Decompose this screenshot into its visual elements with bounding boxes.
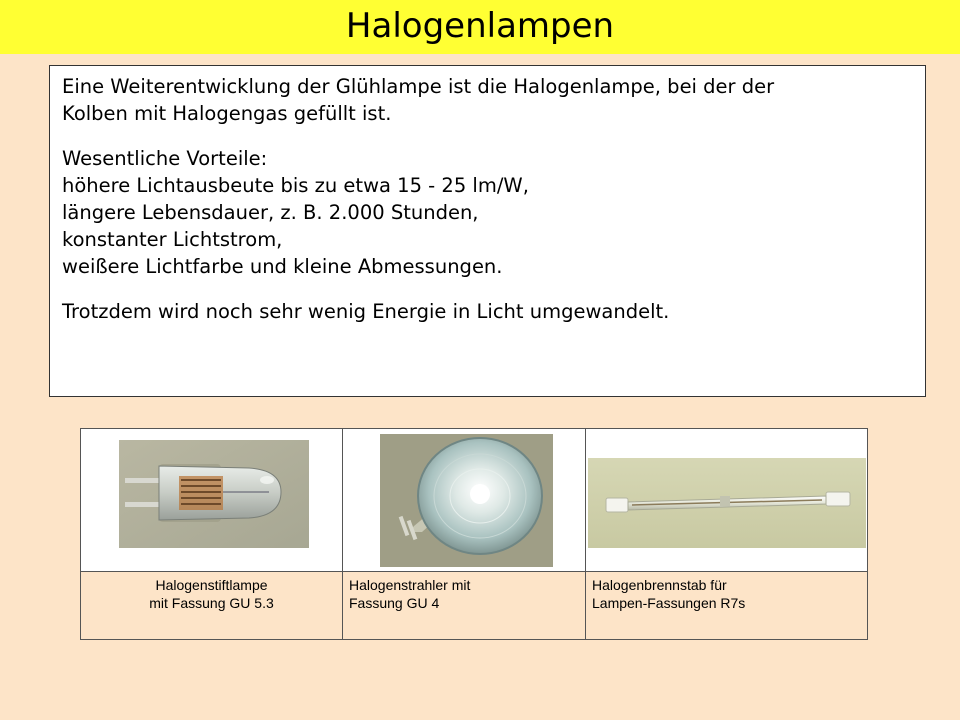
linear-lamp-photo — [588, 458, 866, 548]
page-title: Halogenlampen — [345, 6, 615, 46]
caption-line: mit Fassung GU 5.3 — [149, 595, 274, 611]
advantage-item: längere Lebensdauer, z. B. 2.000 Stunden, — [62, 201, 479, 224]
text-box — [49, 65, 926, 397]
spacer — [62, 280, 925, 298]
advantages-heading: Wesentliche Vorteile: — [62, 147, 268, 170]
photo-cell — [586, 429, 868, 572]
caption-line: Halogenbrennstab für — [592, 577, 727, 593]
caption-line: Lampen-Fassungen R7s — [592, 595, 746, 611]
caption-cell — [81, 572, 343, 640]
caption-line: Halogenstiftlampe — [155, 577, 268, 593]
advantage-item: konstanter Lichtstrom, — [62, 228, 283, 251]
intro-line: Eine Weiterentwicklung der Glühlampe ist die Halogenlampe, bei der der — [62, 75, 775, 98]
pin-lamp-photo — [119, 440, 309, 548]
caption-cell — [343, 572, 586, 640]
conclusion-text: Trotzdem wird noch sehr wenig Energie in Licht umgewandelt. — [62, 300, 670, 323]
photo-cell — [81, 429, 343, 572]
advantage-item: weißere Lichtfarbe und kleine Abmessungen. — [62, 255, 503, 278]
intro-line: Kolben mit Halogengas gefüllt ist. — [62, 102, 392, 125]
caption-row — [81, 572, 868, 640]
spacer — [62, 127, 925, 145]
photo-cell — [343, 429, 586, 572]
reflector-lamp-photo — [380, 434, 553, 567]
photo-row — [81, 429, 868, 572]
caption-line: Halogenstrahler mit — [349, 577, 471, 593]
caption-line: Fassung GU 4 — [349, 595, 440, 611]
title-bar — [0, 0, 960, 54]
caption-cell — [586, 572, 868, 640]
lamp-caption — [343, 572, 585, 612]
lamp-table — [80, 428, 868, 640]
lamp-caption — [586, 572, 867, 612]
lamp-caption — [81, 572, 342, 612]
advantage-item: höhere Lichtausbeute bis zu etwa 15 - 25 lm/W, — [62, 174, 529, 197]
